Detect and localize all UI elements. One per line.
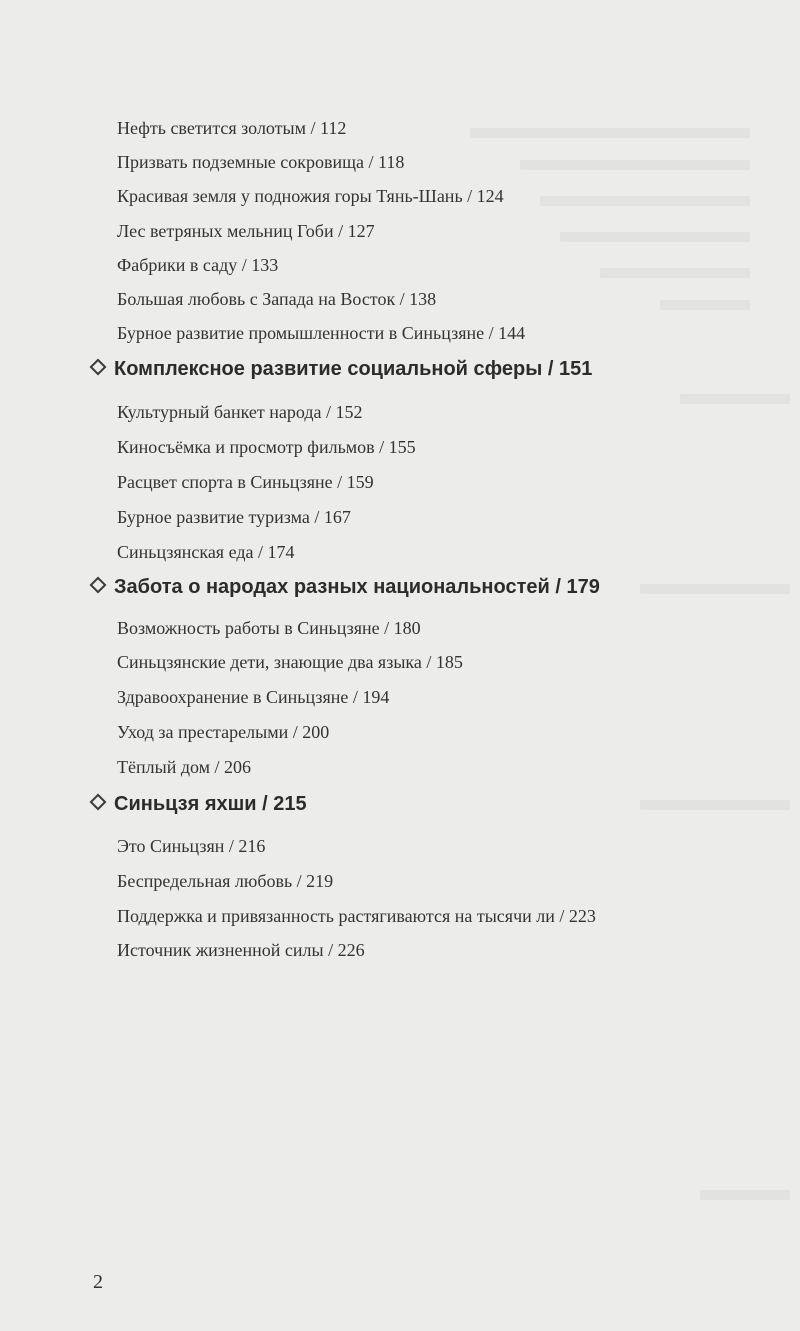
diamond-bullet-icon <box>90 577 107 594</box>
section-heading-text: Забота о народах разных национальностей / 179 <box>114 576 600 598</box>
toc-entry: Синьцзянская еда / 174 <box>117 542 295 562</box>
toc-section-heading <box>90 574 600 600</box>
toc-entry: Возможность работы в Синьцзяне / 180 <box>117 618 421 638</box>
diamond-bullet-icon <box>90 359 107 376</box>
toc-entry: Беспредельная любовь / 219 <box>117 871 334 891</box>
section-heading-text: Комплексное развитие социальной сферы / 151 <box>114 358 593 380</box>
toc-entry: Расцвет спорта в Синьцзяне / 159 <box>117 472 374 492</box>
toc-entry: Источник жизненной силы / 226 <box>117 940 365 960</box>
toc-entry: Киносъёмка и просмотр фильмов / 155 <box>117 437 416 457</box>
toc-entry: Фабрики в саду / 133 <box>117 255 279 275</box>
toc-section-heading <box>90 791 307 817</box>
diamond-bullet-icon <box>90 794 107 811</box>
section-heading-text: Синьцзя яхши / 215 <box>114 793 307 815</box>
toc-entry: Синьцзянские дети, знающие два языка / 185 <box>117 652 463 672</box>
toc-entry: Это Синьцзян / 216 <box>117 836 266 856</box>
toc-entry: Призвать подземные сокровища / 118 <box>117 152 405 172</box>
toc-entry: Тёплый дом / 206 <box>117 757 252 777</box>
toc-entry: Здравоохранение в Синьцзяне / 194 <box>117 687 390 707</box>
toc-section-heading <box>90 356 592 382</box>
toc-entry: Культурный банкет народа / 152 <box>117 402 363 422</box>
toc-entry: Бурное развитие туризма / 167 <box>117 507 351 527</box>
toc-entry: Поддержка и привязанность растягиваются на тысячи ли / 223 <box>117 906 596 926</box>
toc-entry: Лес ветряных мельниц Гоби / 127 <box>117 221 375 241</box>
toc-entry: Красивая земля у подножия горы Тянь-Шань / 124 <box>117 186 504 206</box>
page-number: 2 <box>93 1271 103 1293</box>
toc-entry: Бурное развитие промышленности в Синьцзяне / 144 <box>117 323 526 343</box>
toc-entry: Нефть светится золотым / 112 <box>117 118 347 138</box>
toc-entry: Большая любовь с Запада на Восток / 138 <box>117 289 437 309</box>
toc-entry: Уход за престарелыми / 200 <box>117 722 330 742</box>
